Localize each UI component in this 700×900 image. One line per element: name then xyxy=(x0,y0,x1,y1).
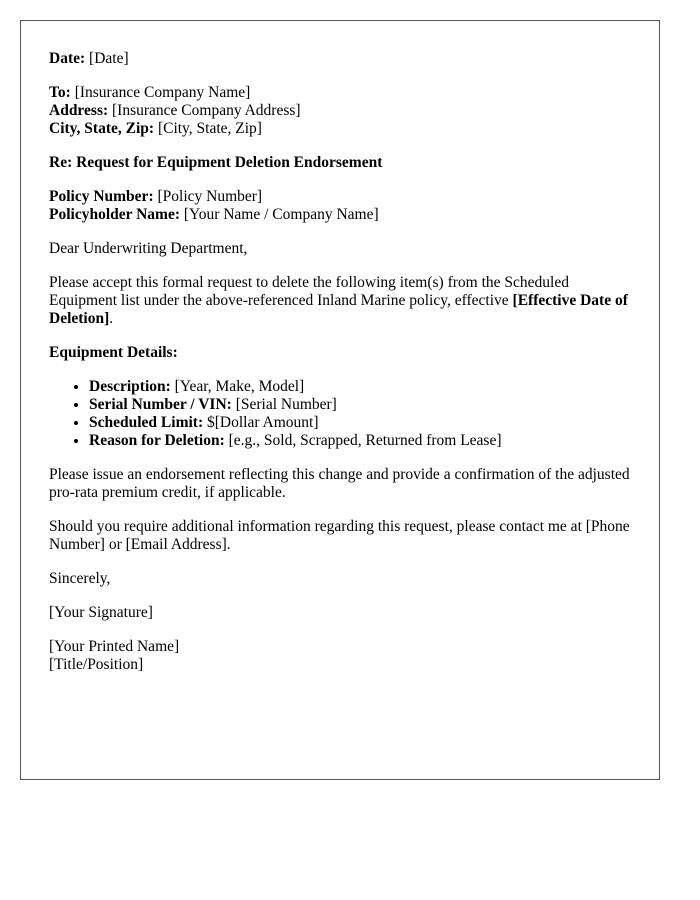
date-value: [Date] xyxy=(89,50,129,67)
title-position: [Title/Position] xyxy=(49,656,144,673)
signature-placeholder: [Your Signature] xyxy=(49,604,153,621)
policyholder-line xyxy=(49,206,631,224)
address-label: Address: xyxy=(49,102,109,119)
intro-paragraph xyxy=(49,274,631,328)
list-item xyxy=(89,414,631,432)
city-state-zip-label: City, State, Zip: xyxy=(49,120,155,137)
equipment-serial-label: Serial Number / VIN: xyxy=(89,396,232,413)
intro-period: . xyxy=(109,310,114,327)
equipment-heading-text: Equipment Details: xyxy=(49,344,178,361)
to-value: [Insurance Company Name] xyxy=(74,84,251,101)
policy-number-label: Policy Number: xyxy=(49,188,154,205)
to-label: To: xyxy=(49,84,71,101)
subject-line xyxy=(49,154,631,172)
equipment-reason-value: [e.g., Sold, Scrapped, Returned from Lease] xyxy=(228,432,502,449)
policy-block xyxy=(49,188,631,224)
letter-page xyxy=(20,20,660,780)
equipment-heading xyxy=(49,344,631,362)
signer-block xyxy=(49,638,631,674)
equipment-limit-label: Scheduled Limit: xyxy=(89,414,204,431)
policy-number-line xyxy=(49,188,631,206)
date-label: Date: xyxy=(49,50,86,67)
equipment-description-label: Description: xyxy=(89,378,171,395)
list-item xyxy=(89,396,631,414)
effective-date-placeholder: [Effective Date of Deletion] xyxy=(49,292,628,327)
address-value: [Insurance Company Address] xyxy=(112,102,301,119)
recipient-to-line xyxy=(49,84,631,102)
equipment-list xyxy=(49,378,631,450)
city-state-zip-value: [City, State, Zip] xyxy=(157,120,262,137)
policyholder-value: [Your Name / Company Name] xyxy=(183,206,379,223)
equipment-limit-value: $[Dollar Amount] xyxy=(206,414,319,431)
request-paragraph: Please issue an endorsement reflecting this change and provide a confirmation of the adjusted pro-rata premium credit, if applicable. xyxy=(49,466,630,501)
recipient-address-line xyxy=(49,102,631,120)
policyholder-label: Policyholder Name: xyxy=(49,206,181,223)
equipment-description-value: [Year, Make, Model] xyxy=(174,378,305,395)
salutation: Dear Underwriting Department, xyxy=(49,240,248,257)
contact-paragraph: Should you require additional information regarding this request, please contact me at [Phone Number] or [Email Address]. xyxy=(49,518,630,553)
policy-number-value: [Policy Number] xyxy=(157,188,263,205)
closing: Sincerely, xyxy=(49,570,111,587)
recipient-block xyxy=(49,84,631,138)
subject-text: Re: Request for Equipment Deletion Endorsement xyxy=(49,154,383,171)
intro-text: Please accept this formal request to delete the following item(s) from the Scheduled Equipment list under the above-referenced Inland Marine policy, effective xyxy=(49,274,569,309)
equipment-serial-value: [Serial Number] xyxy=(235,396,337,413)
equipment-reason-label: Reason for Deletion: xyxy=(89,432,225,449)
list-item xyxy=(89,378,631,396)
recipient-city-state-zip-line xyxy=(49,120,631,138)
printed-name: [Your Printed Name] xyxy=(49,638,180,655)
date-line xyxy=(49,50,631,68)
list-item xyxy=(89,432,631,450)
